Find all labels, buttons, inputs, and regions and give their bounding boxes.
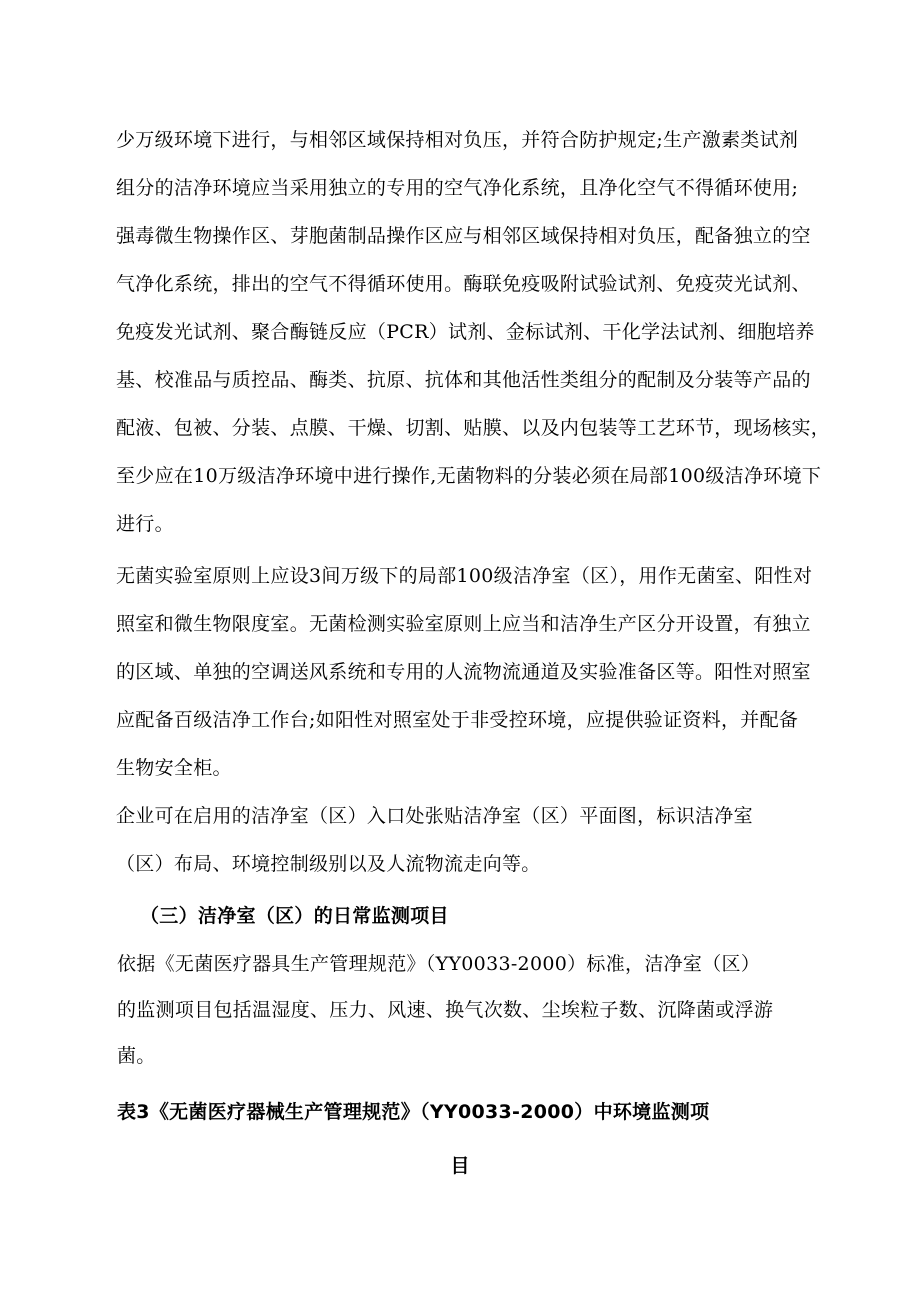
paragraph2-line-1: 无菌实验室原则上应设3间万级下的局部100级洁净室（区），用作无菌室、阳性对 [116,565,813,587]
paragraph1-line-9: 进行。 [116,513,174,535]
paragraph4-line-2: 的监测项目包括温湿度、压力、风速、换气次数、尘埃粒子数、沉降菌或浮游 [117,999,774,1021]
paragraph1-line-7: 配液、包被、分装、点膜、干燥、切割、贴膜、以及内包装等工艺环节，现场核实， [116,417,831,439]
paragraph1-line-6: 基、校准品与质控品、酶类、抗原、抗体和其他活性类组分的配制及分装等产品的 [116,369,811,391]
paragraph1-line-8: 至少应在10万级洁净环境中进行操作,无菌物料的分装必须在局部100级洁净环境下 [116,465,822,487]
paragraph4-line-1: 依据《无菌医疗器具生产管理规范》（YY0033-2000）标准，洁净室（区） [117,953,761,975]
paragraph1-line-3: 强毒微生物操作区、芽胞菌制品操作区应与相邻区域保持相对负压，配备独立的空 [116,225,811,247]
paragraph1-line-4: 气净化系统，排出的空气不得循环使用。酶联免疫吸附试验试剂、免疫荧光试剂、 [116,273,811,295]
paragraph2-line-5: 生物安全柜。 [116,757,232,779]
table-caption-line-2: 目 [450,1155,470,1177]
paragraph3-line-2: （区）布局、环境控制级别以及人流物流走向等。 [116,853,541,875]
paragraph1-line-2: 组分的洁净环境应当采用独立的专用的空气净化系统，且净化空气不得循环使用; [116,177,799,199]
table-caption-line-1: 表3《无菌医疗器械生产管理规范》（YY0033-2000）中环境监测项 [117,1101,710,1123]
section-heading: （三）洁净室（区）的日常监测项目 [140,905,449,927]
paragraph3-line-1: 企业可在启用的洁净室（区）入口处张贴洁净室（区）平面图，标识洁净室 [116,805,753,827]
paragraph2-line-4: 应配备百级洁净工作台;如阳性对照室处于非受控环境，应提供验证资料，并配备 [116,709,799,731]
paragraph2-line-3: 的区域、单独的空调送风系统和专用的人流物流通道及实验准备区等。阳性对照室 [116,661,811,683]
paragraph1-line-1: 少万级环境下进行，与相邻区域保持相对负压，并符合防护规定;生产激素类试剂 [116,129,799,151]
paragraph4-line-3: 菌。 [117,1045,156,1067]
paragraph2-line-2: 照室和微生物限度室。无菌检测实验室原则上应当和洁净生产区分开设置，有独立 [116,613,811,635]
paragraph1-line-5: 免疫发光试剂、聚合酶链反应（PCR）试剂、金标试剂、干化学法试剂、细胞培养 [116,321,815,343]
